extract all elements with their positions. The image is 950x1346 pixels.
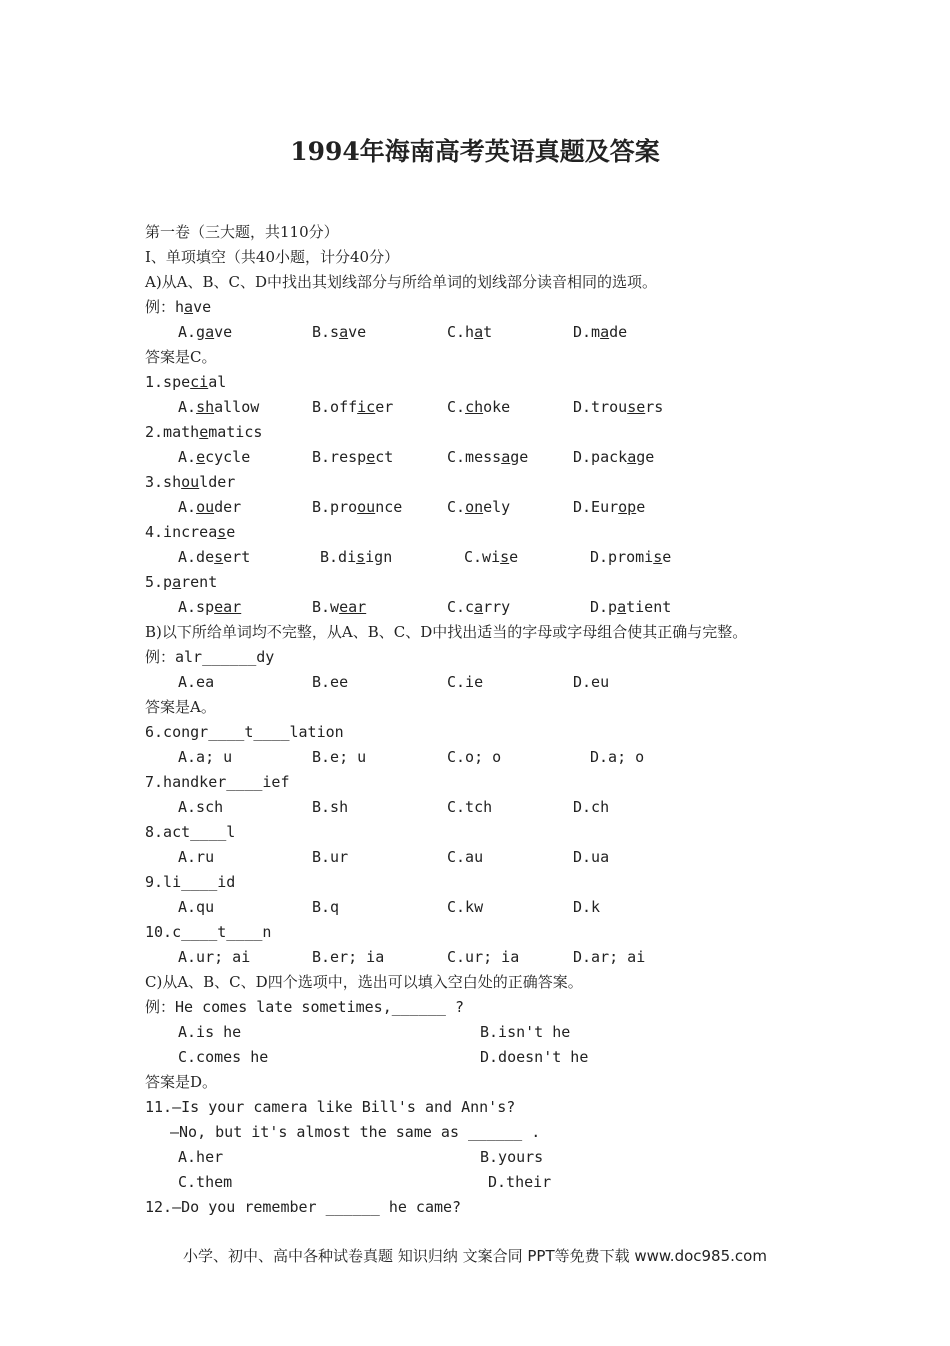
option-a: A.spear	[178, 598, 242, 616]
option-a: A.ur; ai	[178, 948, 251, 966]
option-d: D.their	[488, 1173, 552, 1191]
option-d: D.ar; ai	[573, 948, 646, 966]
option-b: B.respect	[312, 448, 394, 466]
question-10-options	[145, 945, 845, 970]
option-b: B.yours	[480, 1148, 544, 1166]
footer-text: 小学、初中、高中各种试卷真题 知识归纳 文案合同 PPT等免费下载 www.doc985.com	[183, 1247, 767, 1265]
option-b: B.q	[312, 898, 340, 916]
option-d: D.promise	[590, 548, 672, 566]
option-d: D.patient	[590, 598, 672, 616]
question-7-options	[145, 795, 845, 820]
option-a: A.desert	[178, 548, 251, 566]
example-c-options-ab	[145, 1020, 845, 1045]
section-header: 第一卷（三大题，共110分）	[145, 223, 339, 241]
question-6-options	[145, 745, 845, 770]
option-b: B.proounce	[312, 498, 403, 516]
option-a: A.ru	[178, 848, 215, 866]
option-d: D.a; o	[590, 748, 645, 766]
example-b-options	[145, 670, 845, 695]
question-8: 8.act____l	[145, 823, 236, 841]
option-b: B.sh	[312, 798, 349, 816]
option-c: C.comes he	[178, 1048, 269, 1066]
option-d: D.eu	[573, 673, 610, 691]
option-a: A.is he	[178, 1023, 242, 1041]
option-c: C.wise	[464, 548, 519, 566]
partB-instruction: B)以下所给单词均不完整，从A、B、C、D中找出适当的字母或字母组合使其正确与完整。	[145, 623, 748, 641]
option-c: C.kw	[447, 898, 484, 916]
option-b: B.disign	[320, 548, 393, 566]
option-a: A.ouder	[178, 498, 242, 516]
option-b: B.ee	[312, 673, 349, 691]
option-c: C.ur; ia	[447, 948, 520, 966]
option-d: D.k	[573, 898, 601, 916]
question-7: 7.handker____ief	[145, 773, 290, 791]
option-a: A.shallow	[178, 398, 260, 416]
option-d: D.ua	[573, 848, 610, 866]
option-d: D.doesn't he	[480, 1048, 589, 1066]
option-b: B.wear	[312, 598, 367, 616]
partC-instruction: C)从A、B、C、D四个选项中，选出可以填入空白处的正确答案。	[145, 973, 583, 991]
question-2-options	[145, 445, 845, 470]
option-c: C.ie	[447, 673, 484, 691]
option-d: D.ch	[573, 798, 610, 816]
option-c: C.choke	[447, 398, 511, 416]
option-b: B.er; ia	[312, 948, 385, 966]
question-5: 5.parent	[145, 573, 218, 591]
question-12-line1: 12.—Do you remember ______ he came?	[145, 1198, 462, 1216]
question-4-options	[145, 545, 845, 570]
option-a: A.ea	[178, 673, 215, 691]
option-c: C.them	[178, 1173, 233, 1191]
question-10: 10.c____t____n	[145, 923, 272, 941]
question-11-line2: —No, but it's almost the same as ______ .	[170, 1123, 541, 1141]
option-c: C.o; o	[447, 748, 502, 766]
option-c: C.hat	[447, 323, 493, 341]
option-a: A.her	[178, 1148, 224, 1166]
example-c-options-cd	[145, 1045, 845, 1070]
question-1: 1.special	[145, 373, 227, 391]
option-a: A.sch	[178, 798, 224, 816]
question-11-options-cd	[145, 1170, 845, 1195]
option-b: B.isn't he	[480, 1023, 571, 1041]
question-9: 9.li____id	[145, 873, 236, 891]
option-d: D.package	[573, 448, 655, 466]
question-6: 6.congr____t____lation	[145, 723, 344, 741]
option-d: D.Europe	[573, 498, 646, 516]
example-a-options	[145, 320, 845, 345]
question-9-options	[145, 895, 845, 920]
example-c-question: 例：He comes late sometimes,______ ?	[145, 998, 464, 1016]
option-a: A.ecycle	[178, 448, 251, 466]
option-c: C.onely	[447, 498, 511, 516]
question-4: 4.increase	[145, 523, 236, 541]
example-b-word: 例：alr______dy	[145, 648, 275, 666]
option-b: B.ur	[312, 848, 349, 866]
example-c-answer: 答案是D。	[145, 1073, 218, 1091]
question-5-options	[145, 595, 845, 620]
option-c: C.au	[447, 848, 484, 866]
question-8-options	[145, 845, 845, 870]
option-d: D.trousers	[573, 398, 664, 416]
question-1-options	[145, 395, 845, 420]
option-b: B.save	[312, 323, 367, 341]
option-a: A.qu	[178, 898, 215, 916]
example-a-word: 例：have	[145, 298, 212, 316]
question-2: 2.mathematics	[145, 423, 263, 441]
question-3-options	[145, 495, 845, 520]
option-c: C.tch	[447, 798, 493, 816]
option-a: A.a; u	[178, 748, 233, 766]
partA-instruction: A)从A、B、C、D中找出其划线部分与所给单词的划线部分读音相同的选项。	[145, 273, 658, 291]
option-a: A.gave	[178, 323, 233, 341]
example-b-answer: 答案是A。	[145, 698, 216, 716]
example-a-answer: 答案是C。	[145, 348, 217, 366]
option-c: C.carry	[447, 598, 511, 616]
exam-content	[145, 220, 845, 1220]
question-11-options-ab	[145, 1145, 845, 1170]
option-b: B.e; u	[312, 748, 367, 766]
option-d: D.made	[573, 323, 628, 341]
part1-header: I、单项填空（共40小题，计分40分）	[145, 248, 400, 266]
page-title: 1994年海南高考英语真题及答案	[290, 137, 660, 166]
question-11-line1: 11.—Is your camera like Bill's and Ann's?	[145, 1098, 516, 1116]
option-c: C.message	[447, 448, 529, 466]
option-b: B.officer	[312, 398, 394, 416]
question-3: 3.shoulder	[145, 473, 236, 491]
